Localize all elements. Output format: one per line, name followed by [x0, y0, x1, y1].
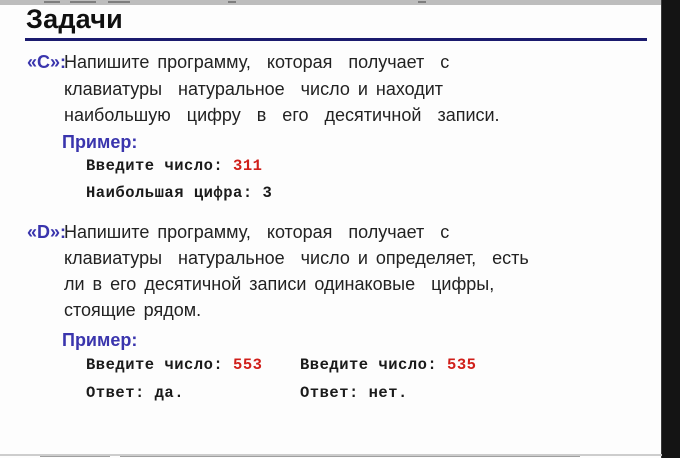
task-d-line: Напишите программу, которая получает с — [64, 222, 450, 242]
task-c-line: Напишите программу, которая получает с — [64, 52, 450, 72]
task-d-line: клавиатуры натуральное число и определяет, есть — [64, 248, 529, 268]
top-edge-artifact — [418, 1, 426, 3]
input-value: 535 — [447, 356, 477, 374]
task-c-example-label: Пример: — [62, 132, 138, 152]
bottom-edge-artifact — [40, 456, 110, 457]
input-label: Введите число: — [86, 157, 234, 175]
task-d-line: стоящие рядом. — [64, 300, 202, 320]
top-edge-artifact — [44, 1, 60, 3]
input-label: Введите число: — [86, 356, 234, 374]
top-edge-artifact — [228, 1, 236, 3]
task-d-label: «D»: — [27, 222, 67, 242]
bottom-edge-artifact — [250, 456, 580, 457]
task-d-example-input-1 — [86, 356, 262, 374]
task-c-example-input — [86, 157, 262, 175]
input-value: 311 — [233, 157, 263, 175]
bottom-edge-artifact — [120, 456, 250, 457]
top-edge-artifact — [108, 1, 130, 3]
title-rule — [25, 38, 647, 41]
top-edge-artifact — [70, 1, 96, 3]
task-c-line: наибольшую цифру в его десятичной записи. — [64, 105, 500, 125]
task-d-example-input-2 — [300, 356, 476, 374]
task-d-example-answer-1: Ответ: да. — [86, 384, 185, 402]
result-label: Наибольшая цифра: — [86, 184, 263, 202]
task-d-example-label: Пример: — [62, 330, 138, 350]
slide-title: Задачи — [26, 4, 123, 34]
task-c-line: клавиатуры натуральное число и находит — [64, 79, 444, 99]
task-c-label: «C»: — [27, 52, 67, 72]
task-d-example-answer-2: Ответ: нет. — [300, 384, 408, 402]
task-c-example-result — [86, 184, 272, 202]
result-value: 3 — [262, 184, 273, 202]
right-edge-strip — [661, 0, 680, 458]
task-d-line: ли в его десятичной записи одинаковые цифры, — [64, 274, 495, 294]
input-label: Введите число: — [300, 356, 448, 374]
input-value: 553 — [233, 356, 263, 374]
